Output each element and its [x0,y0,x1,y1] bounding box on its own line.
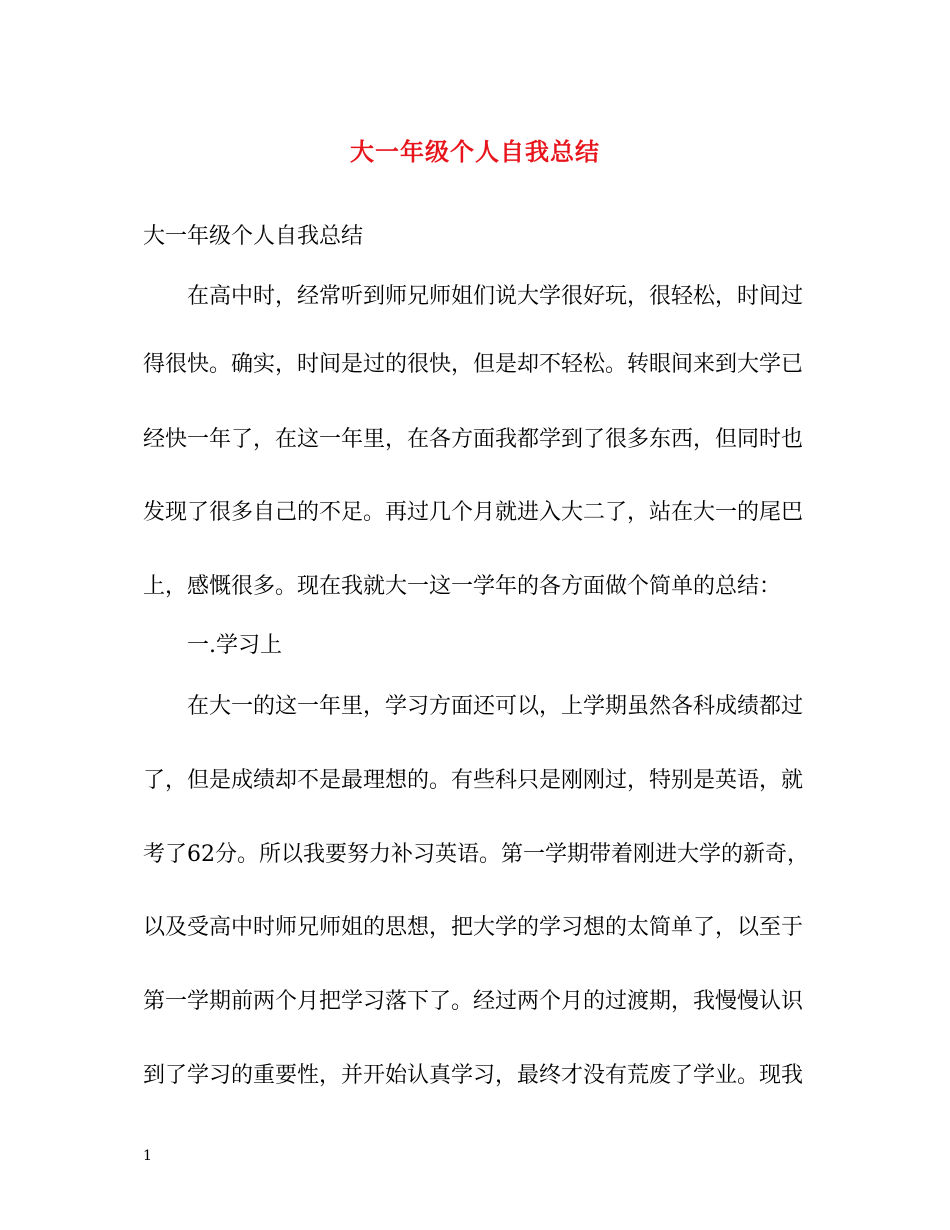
page-number: 1 [143,1148,152,1164]
paragraph-line: 到了学习的重要性，并开始认真学习，最终才没有荒废了学业。现我 [143,1063,804,1088]
paragraph-line: 了，但是成绩却不是最理想的。有些科只是刚刚过，特别是英语，就 [143,768,804,793]
paragraph-line: 发现了很多自己的不足。再过几个月就进入大二了，站在大一的尾巴 [143,500,804,525]
paragraph-line: 在高中时，经常听到师兄师姐们说大学很好玩，很轻松，时间过 [187,284,804,309]
section-heading: 一.学习上 [187,633,282,658]
page-title: 大一年级个人自我总结 [350,137,600,166]
paragraph-line: 得很快。确实，时间是过的很快，但是却不轻松。转眼间来到大学已 [143,352,804,377]
subtitle: 大一年级个人自我总结 [143,224,364,249]
paragraph-line: 考了62分。所以我要努力补习英语。第一学期带着刚进大学的新奇， [143,842,809,867]
paragraph-line: 经快一年了，在这一年里，在各方面我都学到了很多东西，但同时也 [143,427,804,452]
paragraph-line: 第一学期前两个月把学习落下了。经过两个月的过渡期，我慢慢认识 [143,989,804,1014]
paragraph-line: 在大一的这一年里，学习方面还可以，上学期虽然各科成绩都过 [187,694,804,719]
paragraph-line: 以及受高中时师兄师姐的思想，把大学的学习想的太简单了，以至于 [143,915,804,940]
paragraph-line: 上，感慨很多。现在我就大一这一学年的各方面做个简单的总结： [143,574,782,599]
